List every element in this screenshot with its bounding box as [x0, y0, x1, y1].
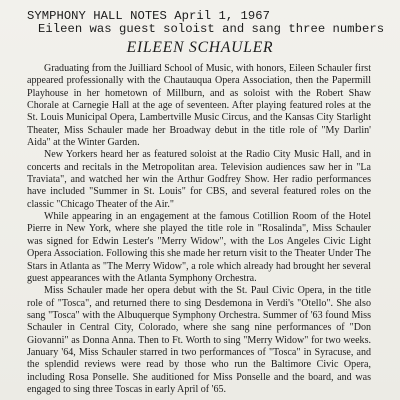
- paragraph: Graduating from the Juilliard School of Music, with honors, Eileen Schauler first appeared professionally with the Chautauqua Opera Association, then the Papermill Playhouse in her hometown of Millburn, and as soloist with the Robert Shaw Chorale at Carnegie Hall at the age of seventeen. After playing featured roles at the St. Louis Municipal Opera, Lambertville Music Circus, and the Kansas City Starlight Theater, Miss Schauler made her Broadway debut in the title role of "My Darlin' Aida" at the Winter Garden.: [27, 63, 371, 149]
- header-line-note: Eileen was guest soloist and sang three numbers: [38, 22, 385, 36]
- paragraph: New Yorkers heard her as featured soloist at the Radio City Music Hall, and in concerts and recitals in the Metropolitan area. Television audiences saw her in "La Traviata", and watched her win the Arthur Godfrey Show. Her radio performances have included "Summer in St. Louis" for CBS, and several featured roles on the classic "Chicago Theater of the Air.": [27, 149, 371, 210]
- typed-header: [27, 9, 385, 36]
- header-line-date: SYMPHONY HALL NOTES April 1, 1967: [27, 9, 271, 23]
- paragraph: While appearing in an engagement at the famous Cotillion Room of the Hotel Pierre in New York, where she played the title role in "Rosalinda", Miss Schauler was signed for Edwin Lester's "Merry Widow", with the Los Angeles Civic Light Opera Association. Following this she made her return visit to the Theater Under The Stars in Atlanta as "The Merry Widow", a role which already had brought her several guest appearances with the Atlanta Symphony Orchestra.: [27, 211, 371, 284]
- article-body: [27, 63, 371, 396]
- paragraph: Miss Schauler made her opera debut with the St. Paul Civic Opera, in the title role of "Tosca", and returned there to sing Desdemona in Verdi's "Otello". She also sang "Tosca" with the Albuquerque Symphony Orchestra. Summer of '63 found Miss Schauler in Central City, Colorado, where she sang nine performances of "Don Giovanni" as Donna Anna. Then to Ft. Worth to sing "Merry Widow" for two weeks. January '64, Miss Schauler starred in two performances of "Tosca" in Syracuse, and the splendid reviews were read by those who run the Baltimore Civic Opera, including Rosa Ponselle. She auditioned for Miss Ponselle and the board, and was engaged to sing three Toscas in early April of '65.: [27, 285, 371, 395]
- article-title: EILEEN SCHAULER: [126, 39, 274, 56]
